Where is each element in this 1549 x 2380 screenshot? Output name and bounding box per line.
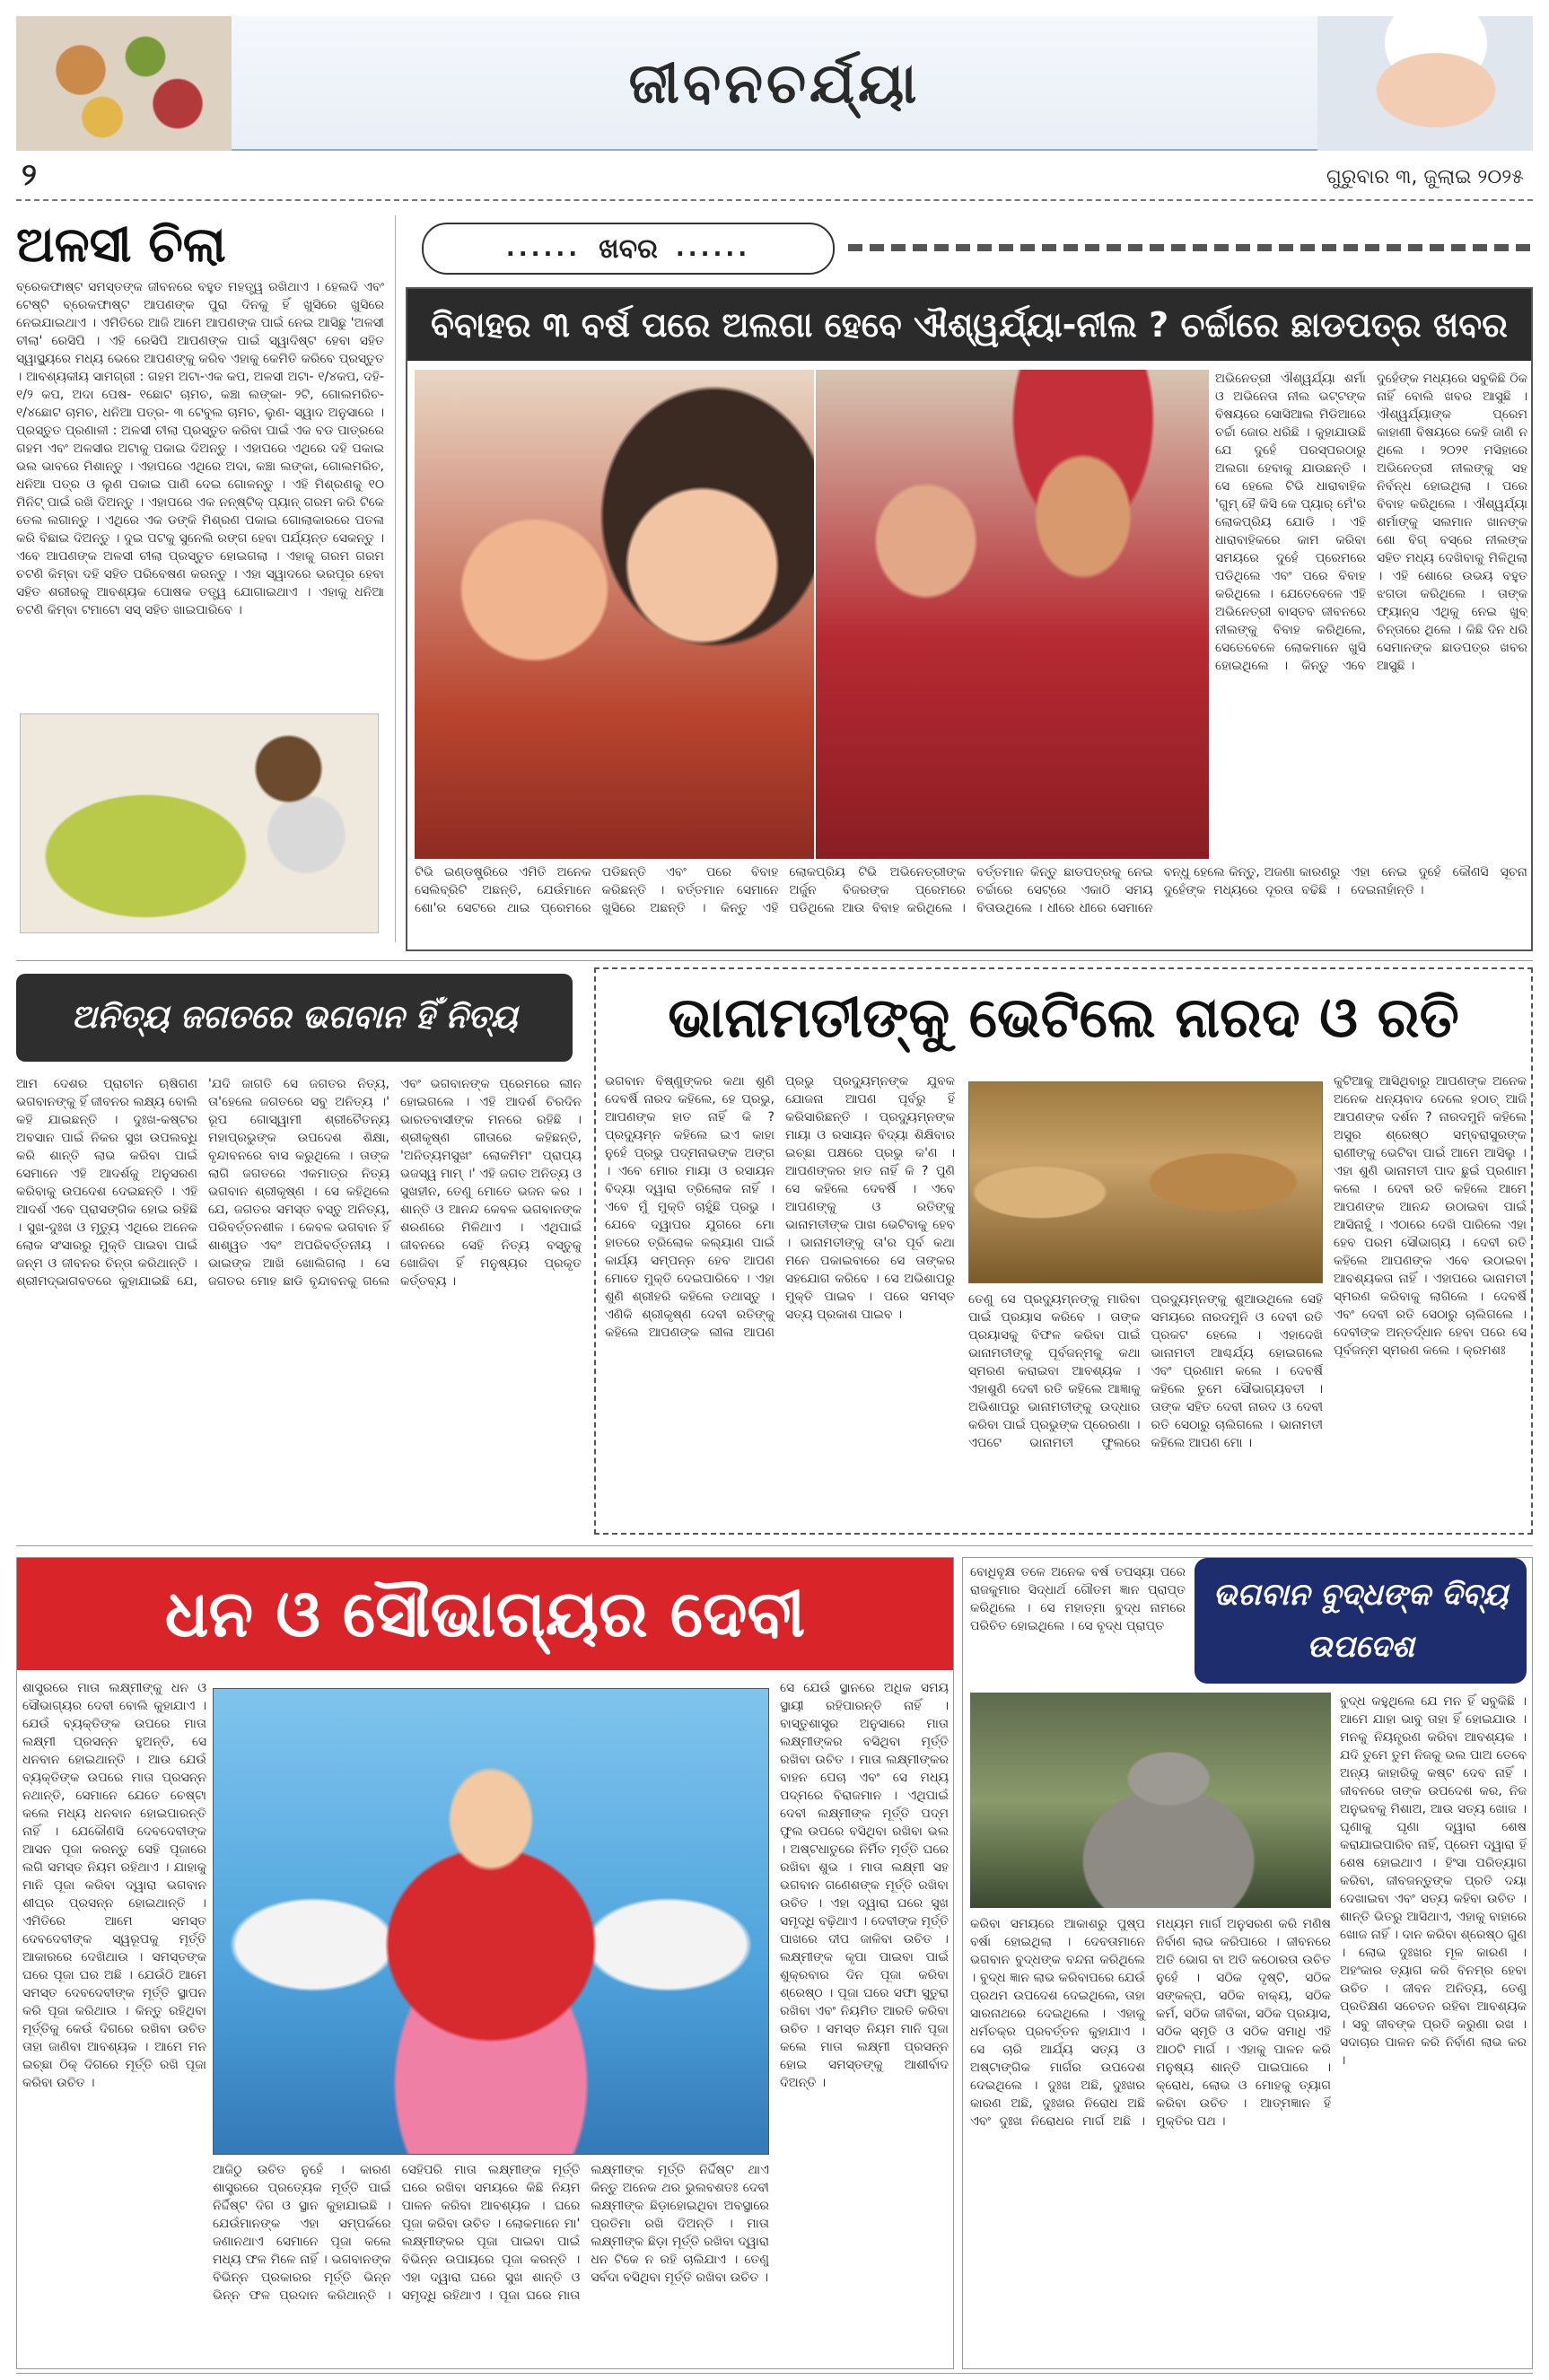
- wedding-closeup-photo: [415, 370, 814, 859]
- alasi-dish-photo: [20, 713, 379, 933]
- narad-rati-painting: [968, 1081, 1323, 1283]
- bhanamati-article: [594, 967, 1533, 1535]
- buddha-text-right: ବୁଦ୍ଧ କହୁଥିଲେ ଯେ ମନ ହିଁ ସବୁକିଛି । ଆମେ ଯାହା ଭାବୁ ତାହା ହିଁ ହୋଇଯାଉ । ମନକୁ ନିୟନ୍ତ୍ରଣ କରିବା ଆବଶ୍ୟକ । ଯଦି ତୁମେ ତୁମ ନିଜକୁ ଭଲ ପାଅ ତେବେ ଅନ୍ୟ କାହାରିକୁ କଷ୍ଟ ଦେବ ନାହିଁ । ଜୀବନରେ ତାଙ୍କ ଉପଦେଶ କର, ନିଜ ଅନୁଭବକୁ ମିଶାଅ, ଆଉ ସତ୍ୟ ଖୋଜ । ଘୃଣାକୁ ଘୃଣା ଦ୍ୱାରା ଶେଷ କରାଯାଇପାରିବ ନାହିଁ, ପ୍ରେମ ଦ୍ୱାରା ହିଁ ଶେଷ ହୋଇଥାଏ । ହିଂସା ପରିତ୍ୟାଗ କରିବା, ଜୀବଜନ୍ତୁଙ୍କ ପ୍ରତି ଦୟା ଦେଖାଇବା ଏବଂ ସତ୍ୟ କହିବା ଉଚିତ । ଶାନ୍ତି ଭିତରୁ ଆସିଥାଏ, ଏହାକୁ ବାହାରେ ଖୋଜ ନାହିଁ । ଦାନ କରିବା ଶ୍ରେଷ୍ଠ ଗୁଣ । ଲୋଭ ଦୁଃଖର ମୂଳ କାରଣ । ଅହଂକାର ତ୍ୟାଗ କରି ବିନମ୍ର ହେବା ଉଚିତ । ଜୀବନ ଅନିତ୍ୟ, ତେଣୁ ପ୍ରତିକ୍ଷଣ ସଚେତନ ରହିବା ଆବଶ୍ୟକ । ସବୁ ଜୀବଙ୍କ ପ୍ରତି କରୁଣା ରଖ । ସଦାଚାର ପାଳନ କରି ନିର୍ବାଣ ଲାଭ କର ।: [1340, 1694, 1527, 2068]
- buddha-article: [962, 1557, 1533, 2369]
- dhana-title: ଧନ ଓ ସୌଭାଗ୍ୟର ଦେବୀ: [17, 1558, 953, 1670]
- dhana-article: [16, 1557, 954, 2369]
- dhana-text-left: ଶାସ୍ତ୍ରରେ ମାତା ଲକ୍ଷ୍ମୀଙ୍କୁ ଧନ ଓ ସୌଭାଗ୍ୟର ଦେବୀ ବୋଲି କୁହାଯାଏ । ଯେଉଁ ବ୍ୟକ୍ତିଙ୍କ ଉପରେ ମାତା ଲକ୍ଷ୍ମୀ ପ୍ରସନ୍ନ ହୁଅନ୍ତି, ସେ ଧନବାନ ହୋଇଥାନ୍ତି । ଆଉ ଯେଉଁ ବ୍ୟକ୍ତିଙ୍କ ଉପରେ ମାତା ପ୍ରସନ୍ନ ନଥାନ୍ତି, ସେମାନେ ଯେତେ ଚେଷ୍ଟା କଲେ ମଧ୍ୟ ଧନବାନ ହୋଇପାରନ୍ତି ନାହିଁ । ଯେକୌଣସି ଦେବଦେବୀଙ୍କ ଆସନ ପୂଜା କରନ୍ତୁ ସେହି ପୂଜାରେ ଲଗି ସମସ୍ତ ନିୟମ ରହିଥାଏ । ଯାହାକୁ ମାନି ପୂଜା କରିବା ଦ୍ୱାରା ଭଗବାନ ଶୀଘ୍ର ପ୍ରସନ୍ନ ହୋଇଥାନ୍ତି । ଏମିତିରେ ଆମେ ସମସ୍ତ ଦେବଦେବୀଙ୍କ ସ୍ୱରୂପକୁ ମୂର୍ତ୍ତି ଆକାରରେ ଦେଖିଥାଉ । ସମସ୍ତଙ୍କ ଘରେ ପୂଜା ଘର ଅଛି । ଯେଉଁଠି ଆମେ ସମସ୍ତ ଦେବଦେବୀଙ୍କ ମୂର୍ତ୍ତି ସ୍ଥାପନ କରି ପୂଜା କରିଥାଉ । କିନ୍ତୁ ରହିଥିବା ମୂର୍ତ୍ତିକୁ କେଉଁ ଦିଗରେ ରଖିବା ଉଚିତ ତାହା ଜାଣିବା ଆବଶ୍ୟକ । ଆମେ ମନ ଇଚ୍ଛା ଠିକ୍ ଦିଗରେ ମୂର୍ତ୍ତି ରଖି ପୂଜା କରିବା ଉଚିତ ।: [22, 1681, 206, 2090]
- khabar-dots-left: ......: [505, 235, 582, 262]
- wedding-ceremony-photo: [816, 370, 1209, 859]
- buddha-statue-photo: [970, 1693, 1331, 1908]
- news-bottom-text: ଟିଭି ଇଣ୍ଡଷ୍ଟ୍ରିରେ ଏମିତି ଅନେକ ସେଲିବ୍ରିଟି ଅଛନ୍ତି, ଯେଉଁମାନେ ଶୋ'ର ସେଟରେ ଥାଇ ପ୍ରେମରେ ପଡିଛନ୍ତି ଏବଂ ପରେ ବିବାହ କରିଛନ୍ତି । ବର୍ତ୍ତମାନ ସେମାନେ ଖୁସିରେ ଅଛନ୍ତି । କିନ୍ତୁ ଏହି ଲୋକପ୍ରିୟ ଟିଭି ଅଭିନେତ୍ରୀଙ୍କ ଅର୍ଜୁନ ବିଜରଙ୍କ ପ୍ରେମରେ ପଡିଥିଲେ ଆଉ ବିବାହ କରିଥିଲେ । ବର୍ତ୍ତମାନ କିନ୍ତୁ ଛାଡପତ୍ରକୁ ନେଇ ଚର୍ଚ୍ଚାରେ ସେଟ୍ରେ ଏକାଠି ସମୟ ବିତାଉଥିଲେ । ଧୀରେ ଧୀରେ ସେମାନେ ବନ୍ଧୁ ହେଲେ କିନ୍ତୁ, ଅଜଣା କାରଣରୁ ଦୁହେଁଙ୍କ ମଧ୍ୟରେ ଦୂରତା ବଢିଛି । ଏହା ନେଇ ଦୁହେଁ କୌଣସି ସୂଚନା ଦେଇନାହାଁନ୍ତି ।: [415, 865, 1527, 915]
- buddha-text-bottom: କରିବା ସମୟରେ ଆକାଶରୁ ପୁଷ୍ପ ବର୍ଷା ହୋଇଥିଲା । ଦେବତାମାନେ ଭଗବାନ ବୁଦ୍ଧଙ୍କ ବନ୍ଦନା କରିଥିଲେ । ବୁଦ୍ଧ ଜ୍ଞାନ ଲାଭ କରିବାପରେ ଯେଉଁ ପ୍ରଥମ ଉପଦେଶ ଦେଇଥିଲେ, ତାହା ସାରନାଥରେ ଦେଇଥିଲେ । ଏହାକୁ ଧର୍ମଚକ୍ର ପ୍ରବର୍ତ୍ତନ କୁହାଯାଏ । ସେ ଚାରି ଆର୍ଯ୍ୟ ସତ୍ୟ ଓ ଅଷ୍ଟାଙ୍ଗିକ ମାର୍ଗର ଉପଦେଶ ଦେଇଥିଲେ । ଦୁଃଖ ଅଛି, ଦୁଃଖର କାରଣ ଅଛି, ଦୁଃଖର ନିରୋଧ ଅଛି ଏବଂ ଦୁଃଖ ନିରୋଧର ମାର୍ଗ ଅଛି । ମଧ୍ୟମ ମାର୍ଗ ଅନୁସରଣ କରି ମଣିଷ ନିର୍ବାଣ ଲାଭ କରିପାରେ । ଜୀବନରେ ଅତି ଭୋଗ ବା ଅତି କଠୋରତା ଉଚିତ ନୁହେଁ । ସଠିକ ଦୃଷ୍ଟି, ସଠିକ ସଙ୍କଳ୍ପ, ସଠିକ ବାକ୍ୟ, ସଠିକ କର୍ମ, ସଠିକ ଜୀବିକା, ସଠିକ ପ୍ରୟାସ, ସଠିକ ସ୍ମୃତି ଓ ସଠିକ ସମାଧି ଏହି ଆଠଟି ମାର୍ଗ । ଏହାକୁ ପାଳନ କରି ମନୁଷ୍ୟ ଶାନ୍ତି ପାଇପାରେ । କ୍ରୋଧ, ଲୋଭ ଓ ମୋହକୁ ତ୍ୟାଗ କରିବା ଉଚିତ । ଆତ୍ମଜ୍ଞାନ ହିଁ ମୁକ୍ତିର ପଥ ।: [970, 1917, 1331, 2129]
- anitya-body: ଆମ ଦେଶର ପ୍ରାଚୀନ ଋଷିଗଣ ଭଗବାନଙ୍କୁ ହିଁ ଜୀବନର ଲକ୍ଷ୍ୟ ବୋଲି କହି ଯାଇଛନ୍ତି । ଦୁଃଖ-କଷ୍ଟର ଅବସାନ ପାଇଁ ନିକର ସୁଖ ଉପଲବ୍ଧି କରି ଶାନ୍ତି ଲାଭ କରିବା ପାଇଁ ସେମାନେ ଏହି ଆଦର୍ଶକୁ ଅନୁସରଣ କରିବାକୁ ଉପଦେଶ ଦେଇଛନ୍ତି । ଏହି ଆଦର୍ଶ ଏବେ ପ୍ରାସଙ୍ଗିକ ହୋଇ ରହିଛି । ସୁଖ-ଦୁଃଖ ଓ ମୃତ୍ୟୁ ଏଥିରେ ଅନେକ ଲୋକ ସଂସାରରୁ ମୁକ୍ତି ପାଇବା ପାଇଁ ଜନ୍ମ ଓ ଜୀବନର ଚିନ୍ତା କରିଥାନ୍ତି । ଶ୍ରୀମଦ୍ଭାଗବତରେ କୁହାଯାଇଛି ଯେ, 'ଯଦି ଜାଗତି ସେ ଜଗତର ନିତ୍ୟ, ତା'ହେଲେ ଜଗତରେ ସବୁ ଅନିତ୍ୟ ।' ରୂପ ଗୋସ୍ୱାମୀ ଶ୍ରୀଚୈତନ୍ୟ ମହାପ୍ରଭୁଙ୍କ ଉପଦେଶ ଶିକ୍ଷା, ବୃନ୍ଦାବନରେ ବାସ କରୁଥିଲେ । ତାଙ୍କ ଲାଗି ଜଗତରେ ଏକମାତ୍ର ନିତ୍ୟ ଭଗବାନ ଶ୍ରୀକୃଷ୍ଣ । ସେ କହିଥିଲେ ଯେ, ଜଗତର ସମସ୍ତ ବସ୍ତୁ ଅନିତ୍ୟ, ପରିବର୍ତ୍ତନଶୀଳ । କେବଳ ଭଗବାନ ହିଁ ଶାଶ୍ୱତ ଏବଂ ଅପରିବର୍ତ୍ତନୀୟ । ଭାଇଙ୍କ ଆଖି ଖୋଲିଗଲା । ସେ ଜଗତର ମୋହ ଛାଡି ବୃନ୍ଦାବନକୁ ଗଲେ ଏବଂ ଭଗବାନଙ୍କ ପ୍ରେମରେ ଲୀନ ହୋଇଗଲେ । ଏହି ଆଦର୍ଶ ଚିରଦିନ ଭାରତବାସୀଙ୍କ ମନରେ ରହିଛି । ଶ୍ରୀକୃଷ୍ଣ ଗୀତାରେ କହିଛନ୍ତି, 'ଅନିତ୍ୟମସୁଖଂ ଲୋକମିମଂ ପ୍ରାପ୍ୟ ଭଜସ୍ୱ ମାମ୍ ।' ଏହି ଜଗତ ଅନିତ୍ୟ ଓ ସୁଖହୀନ, ତେଣୁ ମୋତେ ଭଜନ କର । ଶାନ୍ତି ଓ ଆନନ୍ଦ କେବଳ ଭଗବାନଙ୍କ ଶରଣରେ ମିଳିଥାଏ । ଏଥିପାଇଁ ଜୀବନରେ ସେହି ନିତ୍ୟ ବସ୍ତୁକୁ ଖୋଜିବା ହିଁ ମନୁଷ୍ୟର ପ୍ରକୃତ କର୍ତ୍ତବ୍ୟ ।: [16, 1077, 582, 1289]
- news-side-text: ଅଭିନେତ୍ରୀ ଐଶ୍ୱର୍ଯ୍ୟା ଶର୍ମା ଓ ଅଭିନେତା ନୀଲ ଭଟ୍ଟଙ୍କ ବିଷୟରେ ସୋସିଆଲ ମିଡିଆରେ ଚର୍ଚ୍ଚା ଜୋର ଧରିଛି । କୁହାଯାଉଛି ଯେ ଦୁହେଁ ପରସ୍ପରଠାରୁ ଅଲଗା ହେବାକୁ ଯାଉଛନ୍ତି । ସେ ହେଲେ ଟିଭି ଧାରାବାହିକ 'ଗୁମ୍ ହୈ କିସି କେ ପ୍ୟାର୍ ମେଁ'ର ଲୋକପ୍ରିୟ ଯୋଡି । ଏହି ଧାରାବାହିକରେ କାମ କରିବା ସମୟରେ ଦୁହେଁ ପ୍ରେମରେ ପଡିଥିଲେ ଏବଂ ପରେ ବିବାହ କରିଥିଲେ । ଯେତେବେଳେ ଏହି ଅଭିନେତ୍ରୀ ବାସ୍ତବ ଜୀବନରେ ନୀଲଙ୍କୁ ବିବାହ କରିଥିଲେ, ସେତେବେଳେ ଲୋକମାନେ ଖୁସି ହୋଇଥିଲେ । କିନ୍ତୁ ଏବେ ଦୁହେଁଙ୍କ ମଧ୍ୟରେ ସବୁକିଛି ଠିକ ନାହିଁ ବୋଲି ଖବର ଆସୁଛି । ଐଶ୍ୱର୍ଯ୍ୟାଙ୍କ ପ୍ରେମ କାହାଣୀ ବିଷୟରେ କେହି ଜାଣି ନ ଥିଲେ । ୨୦୨୧ ମସିହାରେ ଅଭିନେତ୍ରୀ ନୀଲଙ୍କୁ ସହ ନିର୍ବନ୍ଧ ହୋଇଥିଲା । ପରେ ବିବାହ କରିଥିଲେ । ଐଶ୍ୱର୍ଯ୍ୟା ଶର୍ମାଙ୍କୁ ସଲମାନ ଖାନଙ୍କ ଶୋ ବିଗ୍ ବସ୍‌ରେ ନୀଲଙ୍କ ସହିତ ମଧ୍ୟ ଦେଖିବାକୁ ମିଳିଥିଲା । ଏହି ଶୋରେ ଉଭୟ ବହୁତ ଝଗଡା କରିଥିଲେ । ତାଙ୍କ ଫ୍ୟାନ୍ସ ଏଥିକୁ ନେଇ ଖୁବ୍ ଚିନ୍ତାରେ ଥିଲେ । କିଛି ଦିନ ଧରି ସେମାନଙ୍କ ଛାଡପତ୍ର ଖବର ଆସୁଛି ।: [1215, 372, 1527, 673]
- masthead-skincare-photo: [1317, 16, 1533, 151]
- khabar-label: ଖବର: [599, 232, 658, 265]
- bhanamati-title: ଭାନାମତୀଙ୍କୁ ଭେଟିଲେ ନାରଦ ଓ ରତି: [668, 984, 1459, 1050]
- masthead: [16, 16, 1533, 151]
- news-article: [406, 287, 1533, 951]
- page-number: ୨: [22, 157, 37, 193]
- lakshmi-painting: [213, 1688, 769, 2155]
- dhana-text-mid: ଆଜିଠୁ ଉଚିତ ନୁହେଁ । କାରଣ ଶାସ୍ତ୍ରରେ ପ୍ରତ୍ୟେକ ମୂର୍ତ୍ତି ପାଇଁ ନିର୍ଦ୍ଦିଷ୍ଟ ଦିଗ ଓ ସ୍ଥାନ କୁହାଯାଇଛି । ଯେଉଁମାନଙ୍କ ଏହା ସମ୍ପର୍କରେ ଜଣାନଥାଏ ସେମାନେ ପୂଜା କଲେ ମଧ୍ୟ ଫଳ ମିଳେ ନାହିଁ । ଭଗବାନଙ୍କ ବିଭିନ୍ନ ପ୍ରକାରର ମୂର୍ତ୍ତି ଭିନ୍ନ ଭିନ୍ନ ଫଳ ପ୍ରଦାନ କରିଥାନ୍ତି । ସେହିପରି ମାତା ଲକ୍ଷ୍ମୀଙ୍କ ମୂର୍ତ୍ତି ଘରେ ରଖିବା ସମୟରେ କିଛି ନିୟମ ପାଳନ କରିବା ଆବଶ୍ୟକ । ଘରେ ପୂଜା କରିବା ଉଚିତ । ଲୋକମାନେ ମା' ଲକ୍ଷ୍ମୀଙ୍କର ପୂଜା ପାଇବା ପାଇଁ ବିଭିନ୍ନ ଉପାୟରେ ପୂଜା କରନ୍ତି । ଏହା ଦ୍ୱାରା ଘରେ ସୁଖ ଶାନ୍ତି ଓ ସମୃଦ୍ଧି ରହିଥାଏ । ପୂଜା ଘରେ ମାତା ଲକ୍ଷ୍ମୀଙ୍କ ମୂର୍ତ୍ତି ନିର୍ଦ୍ଦିଷ୍ଟ ଥାଏ କିନ୍ତୁ ଅନେକ ଥର ଭୁଲବଶତଃ ଦେବୀ ଲକ୍ଷ୍ମୀଙ୍କ ଛିଡ଼ାହୋଇଥିବା ଅବସ୍ଥାରେ ପ୍ରତିମା ରଖି ଦିଅନ୍ତି । ମାତା ଲକ୍ଷ୍ମୀଙ୍କ ଛିଡ଼ା ମୂର୍ତ୍ତି ରଖିବା ଦ୍ୱାରା ଧନ ଟିକେ ନ ରହି ଚାଲିଯାଏ । ତେଣୁ ସର୍ବଦା ବସିଥିବା ମୂର୍ତ୍ତି ରଖିବା ଉଚିତ ।: [213, 2163, 769, 2303]
- dateline: ଗୁରୁବାର ୩, ଜୁଲାଇ ୨୦୨୫: [1326, 166, 1524, 188]
- buddha-intro-text: ବୋଧିବୃକ୍ଷ ତଳେ ଅନେକ ବର୍ଷ ତପସ୍ୟା ପରେ ରାଜକୁମାର ସିଦ୍ଧାର୍ଥ ଗୌତମ ଜ୍ଞାନ ପ୍ରାପ୍ତ କରିଥିଲେ । ସେ ମହାତ୍ମା ବୁଦ୍ଧ ନାମରେ ପରିଚିତ ହୋଇଥିଲେ । ସେ ବୃଦ୍ଧ ପ୍ରାପ୍ତ: [970, 1565, 1186, 1633]
- bottom-divider: [16, 2373, 1533, 2374]
- khabar-divider: [848, 244, 1530, 251]
- buddha-title: ଭଗବାନ ବୁଦ୍ଧଙ୍କ ଦିବ୍ୟ ଉପଦେଶ: [1195, 1558, 1527, 1684]
- news-headline: ବିବାହର ୩ ବର୍ଷ ପରେ ଅଲଗା ହେବେ ଐଶ୍ୱର୍ଯ୍ୟା-ନୀଲ ? ଚର୍ଚ୍ଚାରେ ଛାଡପତ୍ର ଖବର: [407, 289, 1531, 361]
- alasi-title: ଅଳସୀ ଚିଲା: [16, 215, 226, 273]
- bhanamati-text-mid: ତେଣୁ ସେ ପ୍ରଦ୍ୟୁମ୍ନଙ୍କୁ ମାରିବା ପାଇଁ ପ୍ରୟାସ କରିବେ । ତାଙ୍କ ପ୍ରୟାସକୁ ବିଫଳ କରିବା ପାଇଁ ଭାନାମତୀଙ୍କୁ ପୂର୍ବଜନ୍ମକୁ କଥା ସ୍ମରଣ କରାଇବା ଆବଶ୍ୟକ । ଏହାଶୁଣି ଦେବୀ ରତି କହିଲେ ଆଜ୍ଞାକୁ ଅଭିଶାପରୁ ଭାନାମତୀଙ୍କୁ ଉଦ୍ଧାର କରିବା ପାଇଁ ପ୍ରଭୁଙ୍କ ପ୍ରେରଣା । ଏପଟେ ଭାନାମତୀ ଫୁଲରେ ପ୍ରଦ୍ୟୁମ୍ନଙ୍କୁ ଶୁଆଉଥିଲେ ସେହି ସମୟରେ ନାରଦମୁନି ଓ ଦେବୀ ରତି ପ୍ରକଟ ହେଲେ । ଏହାଦେଖି ଭାନାମତୀ ଆଶ୍ଚର୍ଯ୍ୟ ହୋଇଗଲେ ଏବଂ ପ୍ରଣାମ କଲେ । ଦେବର୍ଷି କହିଲେ ତୁମେ ସୌଭାଗ୍ୟବତୀ । ତାଙ୍କ ସହିତ ଦେବୀ ନାରଦ ଓ ଦେବୀ ରତି ସେଠାରୁ ଚାଲିଗଲେ । ଭାନାମତୀ କହିଲେ ଆପଣ ମୋ ।: [968, 1292, 1323, 1450]
- alasi-body: ବ୍ରେକଫାଷ୍ଟ ସମସ୍ତଙ୍କ ଜୀବନରେ ବହୁତ ମହତ୍ତ୍ୱ ରଖିଥାଏ । ହେଲଦି ଏବଂ ଟେଷ୍ଟି ବ୍ରେକଫାଷ୍ଟ ଆପଣଙ୍କ ପୁରା ଦିନକୁ ହିଁ ଖୁସିରେ ଖୁସିରେ ନେଇଯାଇଥାଏ । ଏମିତିରେ ଆଜି ଆମେ ଆପଣଙ୍କ ପାଇଁ ନେଇ ଆସିଛୁ 'ଅଳସୀ ଚୀଲା' ରେସିପି । ଏହି ରେସିପି ଆପଣଙ୍କ ପାଇଁ ସ୍ୱାଦିଷ୍ଟ ହେବା ସହିତ ସ୍ୱାସ୍ଥ୍ୟରେ ମଧ୍ୟ ଭେରେ ଆପଣଙ୍କୁ କରିବ ଏହାକୁ କେମିତି କରିବେ ପ୍ରସ୍ତୁତ । ଆବଶ୍ୟକୀୟ ସାମଗ୍ରୀ : ଗହମ ଅଟା-ଏକ କପ, ଅଳସୀ ଅଟା- ୧/୪କପ, ଦହି- ୧/୨ କପ, ଅଦା ପେଷ- ୧ଛୋଟ ଚାମଚ, କଞ୍ଚା ଲଙ୍କା- ୨ଟି, ଗୋଲମରିଚ- ୧/୪ଛୋଟ ଚାମଚ, ଧନିଆ ପତ୍ର- ୩ ଟେବୁଲ ଚାମଚ, ଲୁଣ- ସ୍ୱାଦ ଅନୁସାରେ । ପ୍ରସ୍ତୁତ ପ୍ରଣାଳୀ : ଅଳସୀ ଚୀଲା ପ୍ରସ୍ତୁତ କରିବା ପାଇଁ ଏକ ବଡ ପାତ୍ରରେ ଗହମ ଏବଂ ଅଳସୀର ଅଟାକୁ ପକାଇ ଦିଅନ୍ତୁ । ଏହାପରେ ଏଥିରେ ଦହି ପକାଇ ଭଲ ଭାବରେ ମିଶାନ୍ତୁ । ଏହାପରେ ଏଥିରେ ଅଦା, କଞ୍ଚା ଲଙ୍କା, ଗୋଲମରିଚ, ଧନିଆ ପତ୍ର ଓ ଲୁଣ ପକାଇ ପାଣି ଦେଇ ଗୋଳନ୍ତୁ । ଏହି ମିଶ୍ରଣକୁ ୧୦ ମିନିଟ୍ ପାଇଁ ରଖି ଦିଅନ୍ତୁ । ଏହାପରେ ଏକ ନନ୍ଷ୍ଟିକ୍ ପ୍ୟାନ୍ ଗରମ କରି ଟିକେ ତେଲ ଲଗାନ୍ତୁ । ଏଥିରେ ଏକ ଡଙ୍କି ମିଶ୍ରଣ ପକାଇ ଗୋଲାକାରରେ ପତଳା କରି ବିଛାଇ ଦିଅନ୍ତୁ । ଦୁଇ ପଟକୁ ସୁନେଲି ରଙ୍ଗ ହେବା ପର୍ଯ୍ୟନ୍ତ ସେକନ୍ତୁ । ଏବେ ଆପଣଙ୍କ ଅଳସୀ ଚୀଲା ପ୍ରସ୍ତୁତ ହୋଇଗଲା । ଏହାକୁ ଗରମ ଗରମ ଚଟଣି କିମ୍ବା ଦହି ସହିତ ପରିବେଷଣ କରନ୍ତୁ । ଏହା ସ୍ୱାଦରେ ଭରପୂର ହେବା ସହିତ ଶରୀରକୁ ଆବଶ୍ୟକ ପୋଷକ ତତ୍ତ୍ୱ ଯୋଗାଇଥାଏ । ଏହାକୁ ଧନିଆ ଚଟଣି କିମ୍ବା ଟମାଟୋ ସସ୍ ସହିତ ଖାଇପାରିବେ ।: [16, 280, 384, 617]
- anitya-title: ଅନିତ୍ୟ ଜଗତରେ ଭଗବାନ ହିଁ ନିତ୍ୟ: [16, 974, 573, 1062]
- khabar-tag: [422, 223, 835, 275]
- masthead-title: ଜୀବନଚର୍ଯ୍ୟା: [628, 50, 921, 116]
- khabar-dots-right: ......: [675, 235, 751, 262]
- column-divider: [395, 215, 396, 942]
- low-divider: [16, 1545, 1533, 1546]
- bhanamati-text-right: କୁଟିଆକୁ ଆସିଥିବାରୁ ଆପଣଙ୍କ ଅନେକ ଅନେକ ଧନ୍ୟବାଦ ଦେଲେ ହଠାତ୍ ଆଜି ଆପଣଙ୍କ ଦର୍ଶନ ? ନାରଦମୁନି କହିଲେ ଅସୁର ଶ୍ରେଷ୍ଠ ସମ୍ବରାସୁରଙ୍କ ରାଣୀଙ୍କୁ ଭେଟିବା ପାଇଁ ଆମେ ଆସିଲୁ । ଏହା ଶୁଣି ଭାନାମତୀ ପାଦ ଛୁଇଁ ପ୍ରଣାମ କଲେ । ଦେବୀ ରତି କହିଲେ ଆମେ ଆପଣଙ୍କ ଆନନ୍ଦ ଉଠାଇବା ପାଇଁ ଆସିନାହୁଁ । ଏଠାରେ ଦେଖି ପାରିଲେ ଏହା ହେବ ପରମ ସୌଭାଗ୍ୟ । ଦେବୀ ରତି କହିଲେ ଆପଣଙ୍କ ଏବେ ଉଠାଇବା ଆବଶ୍ୟକତା ନାହିଁ । ଏହାପରେ ଭାନାମତୀ ସ୍ମରଣ କରିବାକୁ ଲାଗିଲେ । ଦେବର୍ଷି ଏବଂ ଦେବୀ ରତି ସେଠାରୁ ଚାଲିଗଲେ । ଦେବୀଙ୍କ ଅନ୍ତର୍ଦ୍ଧାନ ହେବା ପରେ ସେ ପୂର୍ବଜନ୍ମ ସ୍ମରଣ କଲେ । କ୍ରମଶଃ: [1334, 1074, 1527, 1358]
- dhana-text-right: ସେ ଯେଉଁ ସ୍ଥାନରେ ଅଧିକ ସମୟ ସ୍ଥାୟୀ ରହିପାରନ୍ତି ନାହିଁ । ବାସ୍ତୁଶାସ୍ତ୍ର ଅନୁସାରେ ମାତା ଲକ୍ଷ୍ମୀଙ୍କର ବସିଥିବା ମୂର୍ତ୍ତି ରଖିବା ଉଚିତ । ମାତା ଲକ୍ଷ୍ମୀଙ୍କର ବାହନ ପେଚା ଏବଂ ସେ ମଧ୍ୟ ପଦ୍ମରେ ବିରାଜମାନ । ଏଥିପାଇଁ ଦେବୀ ଲକ୍ଷ୍ମୀଙ୍କ ମୂର୍ତ୍ତି ପଦ୍ମ ଫୁଲ ଉପରେ ବସିଥିବା ରଖିବା ଭଲ । ଅଷ୍ଟଧାତୁରେ ନିର୍ମିତ ମୂର୍ତ୍ତି ଘରେ ରଖିବା ଶୁଭ । ମାତା ଲକ୍ଷ୍ମୀ ସହ ଭଗବାନ ଗଣେଶଙ୍କ ମୂର୍ତ୍ତି ରଖିବା ଉଚିତ । ଏହା ଦ୍ୱାରା ଘରେ ସୁଖ ସମୃଦ୍ଧି ବଢ଼ିଥାଏ । ଦେବୀଙ୍କ ମୂର୍ତ୍ତି ପାଖରେ ଦୀପ ଜାଳିବା ଉଚିତ । ଲକ୍ଷ୍ମୀଙ୍କ କୃପା ପାଇବା ପାଇଁ ଶୁକ୍ରବାର ଦିନ ପୂଜା କରିବା ଶ୍ରେଷ୍ଠ । ପୂଜା ଘରେ ସଫା ସୁତୁରା ରଖିବା ଏବଂ ନିୟମିତ ଆରତି କରିବା ଉଚିତ । ସମସ୍ତ ନିୟମ ମାନି ପୂଜା କଲେ ମାତା ଲକ୍ଷ୍ମୀ ପ୍ରସନ୍ନ ହୋଇ ସମସ୍ତଙ୍କୁ ଆଶୀର୍ବାଦ ଦିଅନ୍ତି ।: [780, 1681, 949, 2090]
- bhanamati-text-left: ଭଗବାନ ବିଷ୍ଣୁଙ୍କର କଥା ଶୁଣି ଦେବର୍ଷି ନାରଦ କହିଲେ, ହେ ପ୍ରଭୁ, ଆପଣଙ୍କ ହାତ ନାହିଁ କି ? ପ୍ରଦ୍ୟୁମ୍ନ କହିଲେ ଇଏ କାହା ନୁହେଁ ପ୍ରଭୁ ପଦ୍ମନାଭଙ୍କ ଅଙ୍ଗ । ଏବେ ମୋର ମାୟା ଓ ରସାୟନ ବିଦ୍ୟା ଦ୍ୱାରା ତ୍ରିଲୋକ ନାହିଁ । ଏବେ ମୁଁ ମୁକ୍ତି ଚାହୁଁଛି ପ୍ରଭୁ । ଯେବେ ଦ୍ୱାପର ଯୁଗରେ ମୋ ହାତରେ ତ୍ରିଲୋକ କଲ୍ୟାଣ ପାଇଁ କାର୍ଯ୍ୟ ସମ୍ପନ୍ନ ହେବ ଆପଣ ମୋତେ ମୁକ୍ତି ଦେଇପାରିବେ । ଏହା ଶୁଣି ଶ୍ରୀହରି କହିଲେ ତଥାସ୍ତୁ । ଏଣିକି ଶ୍ରୀକୃଷ୍ଣ ଦେବୀ ରତିଙ୍କୁ କହିଲେ ଆପଣଙ୍କ ଲୀଳା ଆପଣ ପ୍ରଭୁ ପ୍ରଦ୍ୟୁମ୍ନଙ୍କ ଯୁବକ ଯୋଜନା ଆପଣ ପୂର୍ବରୁ ହିଁ କରିସାରିଛନ୍ତି । ପ୍ରଦ୍ୟୁମ୍ନଙ୍କ ମାୟା ଓ ରସାୟନ ବିଦ୍ୟା ଶିକ୍ଷିବାର ଇଚ୍ଛା ପକ୍ଷରେ ପ୍ରଭୁ କ'ଣ । ଆପଣଙ୍କର ହାତ ନାହିଁ କି ? ପୁଣି ସେ କହିଲେ ଦେବର୍ଷି । ଏବେ ଆପଣଙ୍କୁ ଓ ରତିଙ୍କୁ ଭାନାମତୀଙ୍କ ପାଖ ଭେଟିବାକୁ ହେବ । ଭାନାମତୀଙ୍କୁ ତା'ର ପୂର୍ବ କଥା ମନେ ପକାଇବାରେ ସେ ତାଙ୍କର ସହଯୋଗ କରିବେ । ସେ ଅଭିଶାପରୁ ମୁକ୍ତି ପାଇବ । ପରେ ସମସ୍ତ ସତ୍ୟ ପ୍ରକାଶ ପାଇବ ।: [605, 1074, 955, 1340]
- top-divider: [16, 199, 1533, 201]
- mid-divider: [16, 960, 1533, 961]
